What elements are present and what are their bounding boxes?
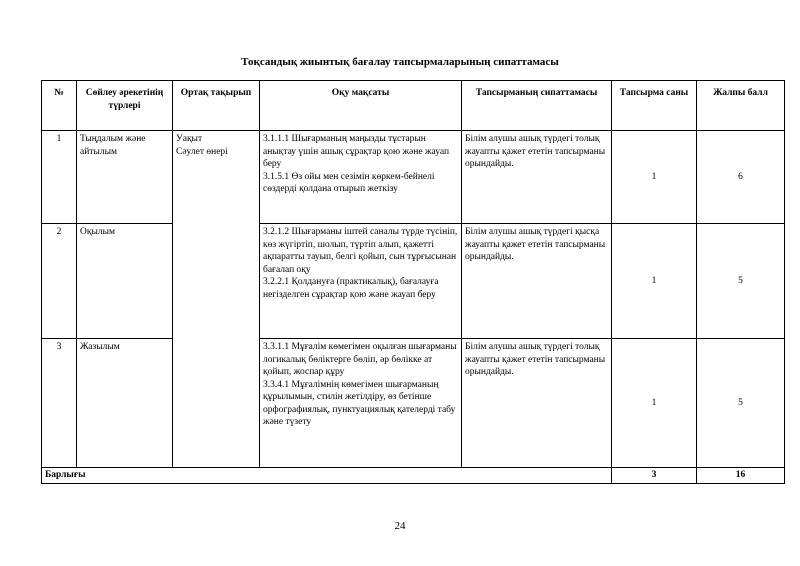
header-speech-type: Сөйлеу әрекетінің түрлері	[77, 81, 173, 131]
score-cell: 6	[697, 131, 785, 224]
table-row	[42, 224, 785, 339]
header-no: №	[42, 81, 77, 131]
learning-goal-cell	[260, 224, 462, 339]
task-description-cell: Білім алушы ашық түрдегі толық жауапты қажет ететін тапсырманы орындайды.	[462, 339, 612, 468]
learning-goal-item: 3.1.1.1 Шығарманың маңызды тұстарын анықтау үшін ашық сұрақтар қою және жауап беру	[263, 134, 450, 169]
learning-goal-item: 3.2.2.1 Қолдануға (практикалық), бағалауға негізделген сұрақтар қою және жауап беру	[263, 277, 439, 300]
task-description-cell: Білім алушы ашық түрдегі толық жауапты қажет ететін тапсырманы орындайды.	[462, 131, 612, 224]
header-task-description: Тапсырманың сипаттамасы	[462, 81, 612, 131]
learning-goal-cell	[260, 131, 462, 224]
total-score: 16	[697, 468, 785, 484]
table-row	[42, 131, 785, 224]
header-learning-goal: Оқу мақсаты	[260, 81, 462, 131]
row-number: 2	[42, 224, 77, 339]
header-task-count: Тапсырма саны	[612, 81, 697, 131]
table-row	[42, 339, 785, 468]
learning-goal-item: 3.3.1.1 Мұғалім көмегімен оқылған шығарманы логикалық бөліктерге бөліп, әр бөлікке ат қойып, жоспар құру	[263, 342, 457, 377]
task-count-cell: 1	[612, 131, 697, 224]
learning-goal-item: 3.2.1.2 Шығарманы іштей саналы түрде түсініп, көз жүгіртіп, шолып, түртіп алып, қажетті ақпаратты тауып, белгі қойып, сын тұрғысынан бағалап оқу	[263, 227, 458, 275]
row-number: 3	[42, 339, 77, 468]
row-number: 1	[42, 131, 77, 224]
score-cell: 5	[697, 224, 785, 339]
task-count-cell: 1	[612, 224, 697, 339]
speech-type-cell: Оқылым	[77, 224, 173, 339]
score-cell: 5	[697, 339, 785, 468]
table-header-row	[42, 81, 785, 131]
speech-type-cell: Жазылым	[77, 339, 173, 468]
header-topic: Ортақ тақырып	[173, 81, 260, 131]
document-title: Тоқсандық жиынтық бағалау тапсырмаларының сипаттамасы	[241, 56, 559, 68]
learning-goal-cell	[260, 339, 462, 468]
page-number: 24	[394, 520, 406, 532]
total-row	[42, 468, 785, 484]
task-count-cell: 1	[612, 339, 697, 468]
speech-type-cell: Тыңдалым және айтылым	[77, 131, 173, 224]
topic-line: Уақыт	[176, 134, 203, 144]
learning-goal-item: 3.1.5.1 Өз ойы мен сезімін көркем-бейнелі сөздерді қолдана отырып жеткізу	[263, 171, 435, 194]
task-description-cell: Білім алушы ашық түрдегі қысқа жауапты қажет ететін тапсырманы орындайды.	[462, 224, 612, 339]
total-task-count: 3	[612, 468, 697, 484]
assessment-spec-table	[41, 80, 785, 484]
header-total-score: Жалпы балл	[697, 81, 785, 131]
total-label: Барлығы	[42, 468, 612, 484]
topic-line: Сәулет өнері	[176, 146, 228, 157]
topic-cell	[173, 131, 260, 468]
learning-goal-item: 3.3.4.1 Мұғалімнің көмегімен шығарманың құрылымын, стилін жетілдіру, өз бетінше орфографиялық, пунктуациялық қателерді табу және түзету	[263, 379, 456, 427]
